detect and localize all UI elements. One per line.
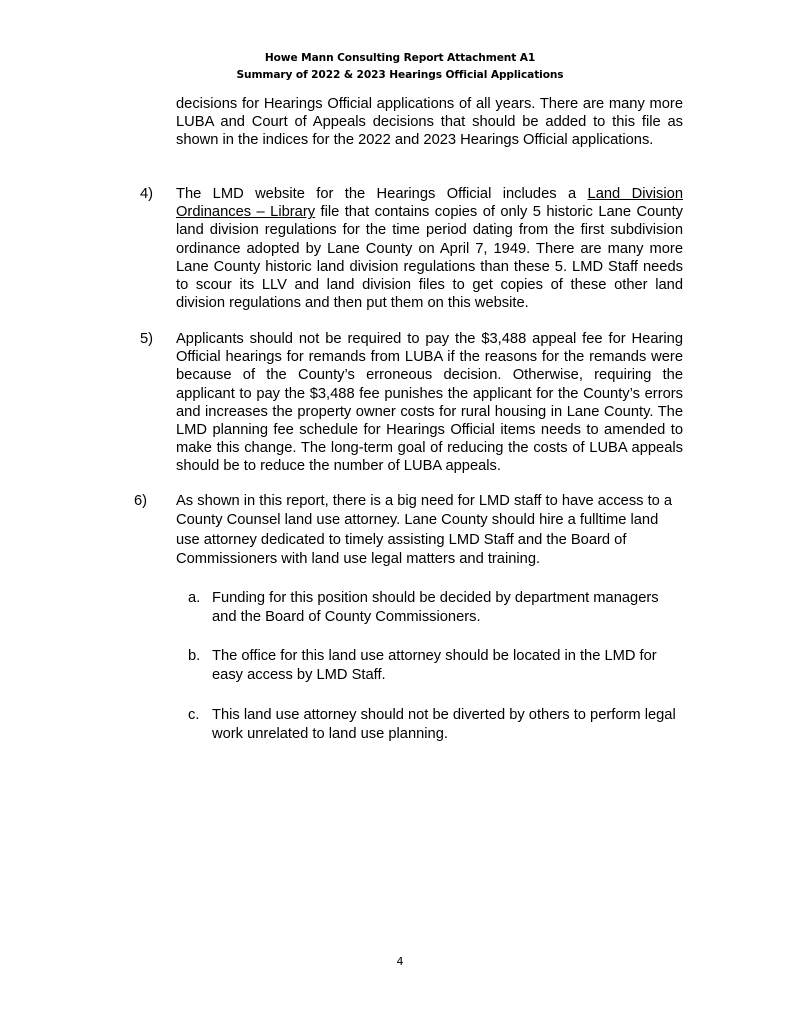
subitem-c-text: This land use attorney should not be diverted by others to perform legal work unrelated to land use planning.	[212, 707, 676, 742]
land-division-ordinances-library-link[interactable]: Land Division Ordinances – Library	[176, 186, 684, 221]
continuation-paragraph: decisions for Hearings Official applications of all years. There are many more LUBA and Court of Appeals decisions that should be added to this file as shown in the indices for the 2022 and 2023 Hearings Official applications.	[176, 96, 683, 149]
page-header	[0, 50, 800, 84]
header-title: Howe Mann Consulting Report Attachment A1	[264, 52, 536, 64]
item-4-text-start: The LMD website for the Hearings Official includes a	[176, 186, 588, 202]
subitem-b-text: The office for this land use attorney should be located in the LMD for easy access by LMD Staff.	[212, 648, 657, 683]
subitem-a-letter: a.	[188, 590, 201, 606]
item-5-paragraph: Applicants should not be required to pay the $3,488 appeal fee for Hearing Official hearings for remands from LUBA if the reasons for the remands were because of the County’s erroneous decision. Otherwise, requiring the applicant to pay the $3,488 fee punishes the applicant for the County’s errors and increases the property owner costs for rural housing in Lane County. The LMD planning fee schedule for Hearings Official items needs to amended to make this change. The long-term goal of reducing the costs of LUBA appeals should be to reduce the number of LUBA appeals.	[176, 331, 683, 475]
subitem-a-text: Funding for this position should be decided by department managers and the Board of County Commissioners.	[212, 590, 659, 625]
header-subtitle: Summary of 2022 & 2023 Hearings Official Applications	[236, 69, 564, 81]
item-4-text-end: file that contains copies of only 5 historic Lane County land division regulations for the time period dating from the first subdivision ordinance adopted by Lane County on April 7, 1949. There are many more Lane County historic land division regulations than these 5. LMD Staff needs to scour its LLV and land division files to get copies of these other land division regulations and then put them on this website.	[176, 204, 683, 312]
subitem-b-letter: b.	[188, 648, 201, 664]
item-5-number: 5)	[140, 331, 154, 347]
item-4-paragraph	[176, 185, 683, 312]
subitem-c-letter: c.	[188, 707, 200, 723]
page-number: 4	[396, 955, 404, 968]
item-6-paragraph: As shown in this report, there is a big need for LMD staff to have access to a County Counsel land use attorney. Lane County should hire a fulltime land use attorney dedicated to timely assisting LMD Staff and the Board of Commissioners with land use legal matters and training.	[176, 493, 673, 567]
item-4-number: 4)	[140, 186, 154, 202]
item-6-number: 6)	[134, 493, 148, 509]
